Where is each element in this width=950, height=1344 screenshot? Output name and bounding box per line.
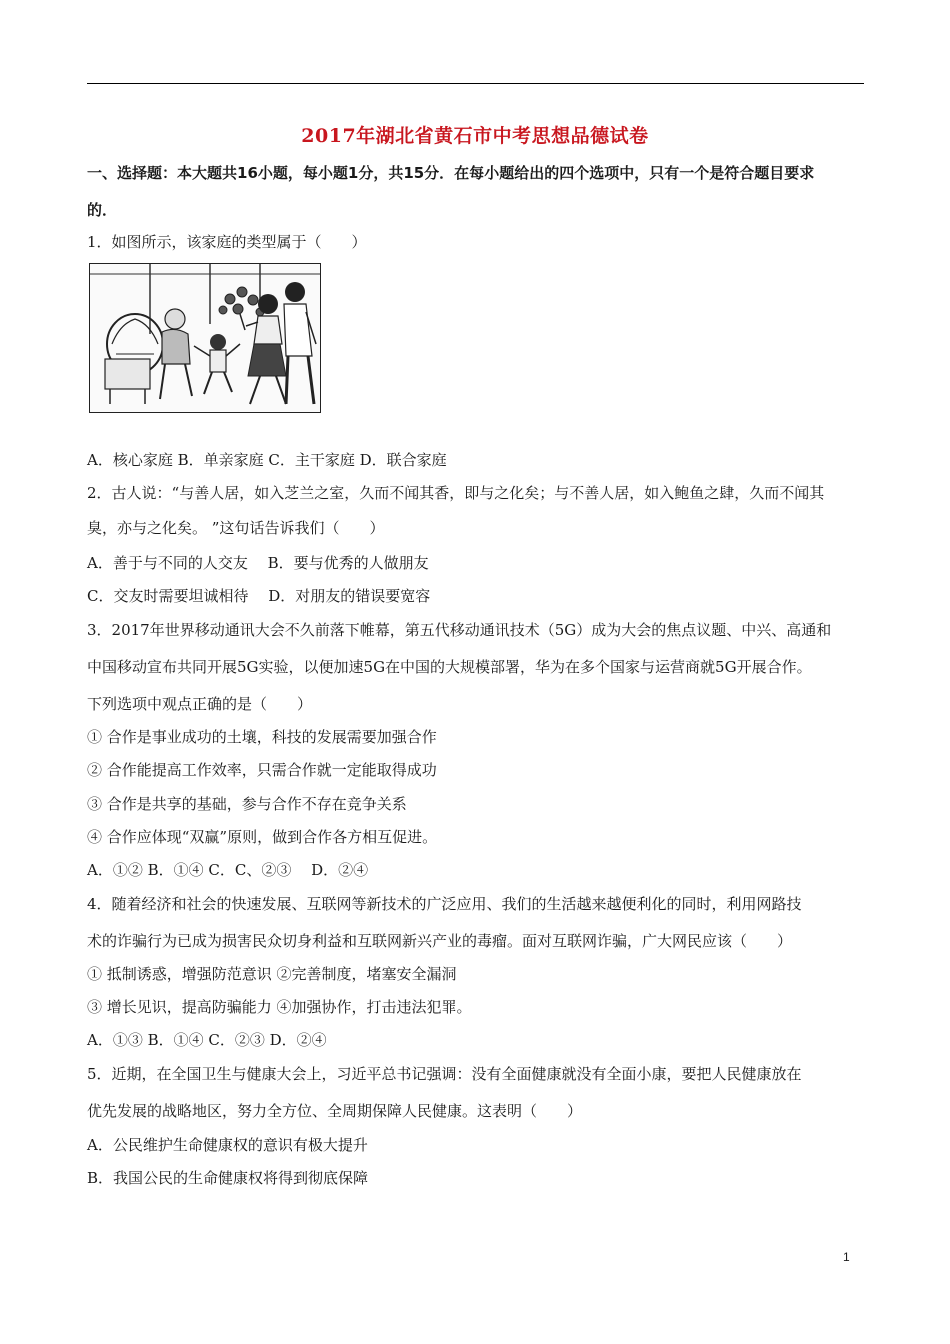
- q3-options: A．①② B．①④ C．C、②③ D．②④: [87, 861, 369, 879]
- q1-options: A．核心家庭 B．单亲家庭 C．主干家庭 D．联合家庭: [87, 451, 447, 469]
- q4-stem-line1: 4．随着经济和社会的快速发展、互联网等新技术的广泛应用、我们的生活越来越便利化的同时，利用网路技: [87, 895, 802, 913]
- q4-items-row1: ① 抵制诱惑，增强防范意识 ②完善制度，堵塞安全漏洞: [87, 965, 457, 983]
- q3-item4: ④ 合作应体现“双赢”原则，做到合作各方相互促进。: [87, 828, 438, 846]
- q2-stem-line1: 2．古人说：“与善人居，如入芝兰之室，久而不闻其香，即与之化矣；与不善人居，如入鲍鱼之肆，久而不闻其: [87, 484, 825, 502]
- q2-options-row2: C．交友时需要坦诚相待 D．对朋友的错误要宽容: [87, 587, 431, 605]
- q1-stem: 1．如图所示，该家庭的类型属于（ ）: [87, 233, 367, 251]
- q4-options: A．①③ B．①④ C．②③ D．②④: [87, 1031, 327, 1049]
- q4-items-row2: ③ 增长见识，提高防骗能力 ④加强协作，打击违法犯罪。: [87, 998, 472, 1016]
- q5-stem-line2: 优先发展的战略地区，努力全方位、全周期保障人民健康。这表明（ ）: [87, 1102, 583, 1120]
- page-number: 1: [843, 1250, 850, 1264]
- q5-stem-line1: 5．近期，在全国卫生与健康大会上，习近平总书记强调：没有全面健康就没有全面小康，要把人民健康放在: [87, 1065, 802, 1083]
- q5-option-a: A．公民维护生命健康权的意识有极大提升: [87, 1136, 368, 1154]
- header-rule: [87, 83, 864, 84]
- q3-item2: ② 合作能提高工作效率，只需合作就一定能取得成功: [87, 761, 437, 779]
- family-illustration: [89, 263, 321, 413]
- q3-stem-line2: 中国移动宣布共同开展5G实验，以便加速5G在中国的大规模部署，华为在多个国家与运营商就5G开展合作。: [87, 658, 812, 676]
- q2-options-row1: A．善于与不同的人交友 B．要与优秀的人做朋友: [87, 554, 429, 572]
- page-title: 2017年湖北省黄石市中考思想品德试卷: [301, 125, 649, 147]
- q3-stem-line3: 下列选项中观点正确的是（ ）: [87, 695, 313, 713]
- q2-stem-line2: 臭，亦与之化矣。 ”这句话告诉我们（ ）: [87, 519, 385, 537]
- family-scene-drawing: [90, 264, 320, 412]
- section-heading-line2: 的．: [87, 201, 118, 219]
- q4-stem-line2: 术的诈骗行为已成为损害民众切身利益和互联网新兴产业的毒瘤。面对互联网诈骗，广大网民应该（ ）: [87, 932, 793, 950]
- q3-item3: ③ 合作是共享的基础，参与合作不存在竞争关系: [87, 795, 407, 813]
- q5-option-b: B．我国公民的生命健康权将得到彻底保障: [87, 1169, 369, 1187]
- q3-item1: ① 合作是事业成功的土壤，科技的发展需要加强合作: [87, 728, 437, 746]
- section-heading-line1: 一、选择题：本大题共16小题，每小题1分，共15分．在每小题给出的四个选项中，只有一个是符合题目要求: [87, 164, 815, 182]
- q3-stem-line1: 3．2017年世界移动通讯大会不久前落下帷幕，第五代移动通讯技术（5G）成为大会的焦点议题、中兴、高通和: [87, 621, 832, 639]
